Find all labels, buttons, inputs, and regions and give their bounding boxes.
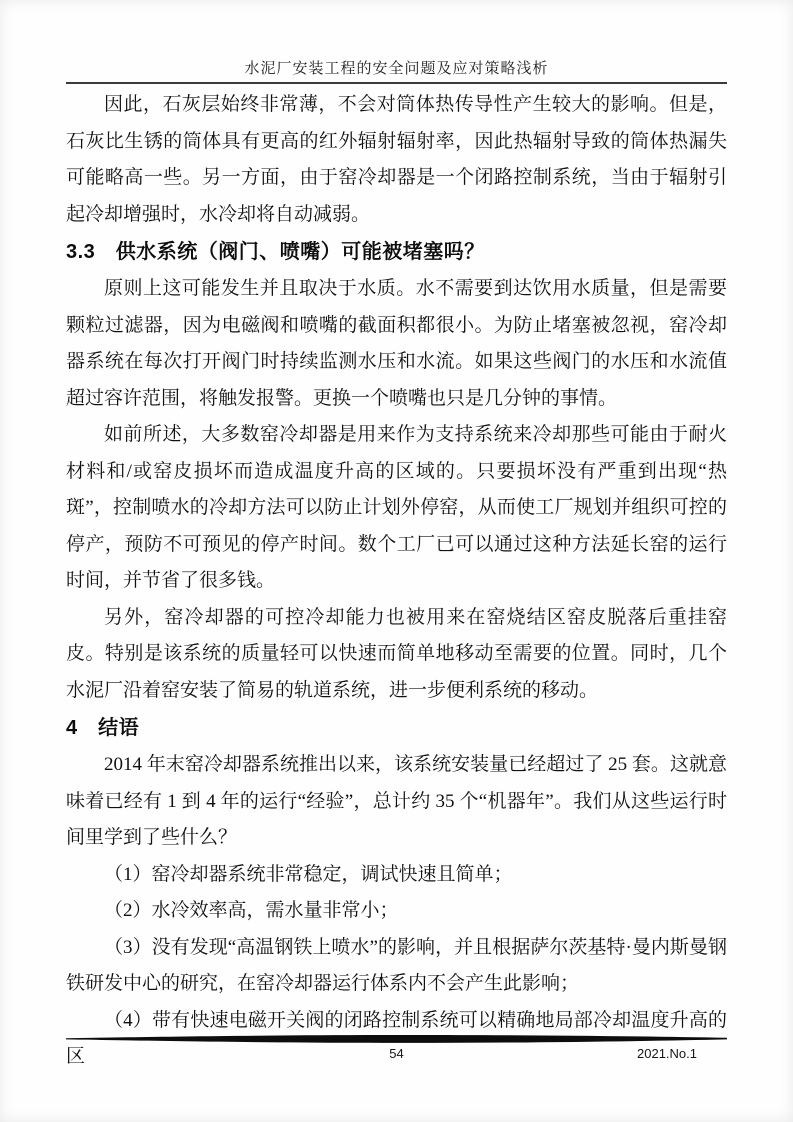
footer-divider-line xyxy=(66,1033,727,1045)
list-item-2: （2）水冷效率高，需水量非常小； xyxy=(104,900,399,921)
paragraph-support-system: 如前所述，大多数窑冷却器是用来作为支持系统来冷却那些可能由于耐火材料和/或窑皮损坏而造成温度升高的区域的。只要损坏没有严重到出现“热斑”，控制喷水的冷却方法可以防止计划外停窑，从而使工厂规划并组织可控的停产，预防不可预见的停产时间。数个工厂已可以通过这种方法延长窑的运行时间，并节省了很多钱。 xyxy=(66,424,727,591)
journal-issue-label: 2021.No.1 xyxy=(637,1046,697,1061)
paragraph-2014-systems: 2014 年末窑冷却器系统推出以来，该系统安装量已经超过了 25 套。这就意味着已经有 1 到 4 年的运行“经验”，总计约 35 个“机器年”。我们从这些运行时间里学到了些什么？ xyxy=(66,754,727,848)
section-heading-3-3: 3.3 供水系统（阀门、喷嘴）可能被堵塞吗？ xyxy=(66,241,485,263)
section-heading-4-conclusion: 4 结语 xyxy=(66,717,140,739)
paragraph-water-quality: 原则上这可能发生并且取决于水质。水不需要到达饮用水质量，但是需要颗粒过滤器，因为电磁阀和喷嘴的截面积都很小。为防止堵塞被忽视，窑冷却器系统在每次打开阀门时持续监测水压和水流。如果这些阀门的水压和水流值超过容许范围，将触发报警。更换一个喷嘴也只是几分钟的事情。 xyxy=(66,278,727,409)
paragraph-lime-layer: 因此，石灰层始终非常薄，不会对筒体热传导性产生较大的影响。但是，石灰比生锈的筒体具有更高的红外辐射辐射率，因此热辐射导致的筒体热漏失可能略高一些。另一方面，由于窑冷却器是一个闭路控制系统，当由于辐射引起冷却增强时，水冷却将自动减弱。 xyxy=(66,94,727,225)
running-header-title: 水泥厂安装工程的安全问题及应对策略浅析 xyxy=(244,61,549,77)
list-item-3: （3）没有发现“高温钢铁上喷水”的影响，并且根据萨尔茨基特·曼内斯曼钢铁研发中心的研究，在窑冷却器运行体系内不会产生此影响； xyxy=(66,936,727,994)
header-divider-line xyxy=(66,82,727,84)
list-item-4: （4）带有快速电磁开关阀的闭路控制系统可以精确地局部冷却温度升高的区 xyxy=(66,1009,727,1067)
paragraph-controllable-cooling: 另外，窑冷却器的可控冷却能力也被用来在窑烧结区窑皮脱落后重挂窑皮。特别是该系统的质量轻可以快速而简单地移动至需要的位置。同时，几个水泥厂沿着窑安装了简易的轨道系统，进一步便利系统的移动。 xyxy=(66,606,727,701)
page-number: 54 xyxy=(389,1046,404,1061)
list-item-1: （1）窑冷却器系统非常稳定，调试快速且简单； xyxy=(104,863,513,885)
page-body xyxy=(66,87,727,1076)
